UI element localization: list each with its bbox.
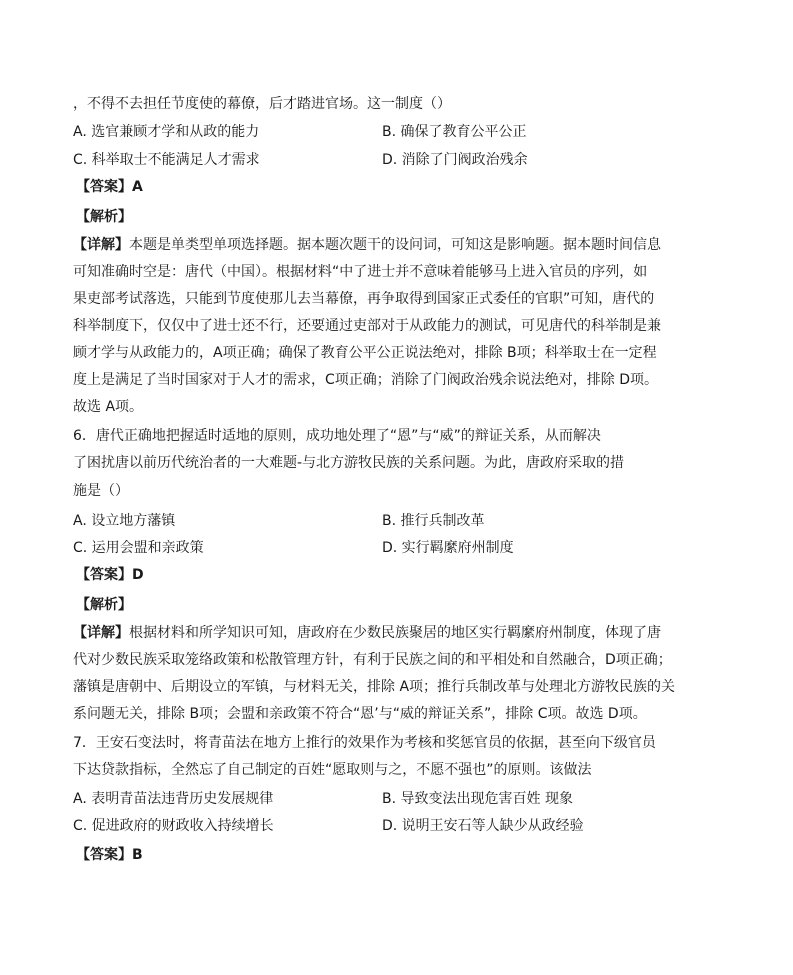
q5-detail-line-1: 【详解】本题是单类型单项选择题。据本题次题干的设问词，可知这是影响题。据本题时间信息 [73, 237, 661, 253]
q5-option-c: C. 科举取士不能满足人才需求 [73, 152, 260, 168]
answer-label: 【答案】 [76, 847, 132, 863]
q5-detail-line-7: 故选 A项。 [73, 399, 144, 415]
q5-detail-line-4: 科举制度下，仅仅中了进士还不行，还要通过吏部对于从政能力的测试，可见唐代的科举制是兼 [73, 318, 661, 334]
q5-detail-line-2: 可知准确时空是：唐代（中国）。根据材料“中了进士并不意味着能够马上进入官员的序列，如 [73, 264, 648, 280]
q5-option-d: D. 消除了门阀政治残余 [382, 152, 528, 168]
q7-answer [76, 845, 143, 865]
q5-stem-tail: ，不得不去担任节度使的幕僚，后才踏进官场。这一制度（） [73, 96, 451, 112]
q7-option-c: C. 促进政府的财政收入持续增长 [73, 818, 274, 834]
q7-stem-line-2: 下达贷款指标，全然忘了自己制定的百姓“愿取则与之，不愿不强也”的原则。该做法 [73, 762, 592, 778]
detail-label: 【详解】 [73, 625, 129, 641]
q5-detail-line-6: 度上是满足了当时国家对于人才的需求，C项正确；消除了门阀政治残余说法绝对，排除 D项。 [73, 372, 659, 388]
detail-label: 【详解】 [73, 237, 129, 253]
q6-detail-line-1: 【详解】根据材料和所学知识可知，唐政府在少数民族聚居的地区实行羁縻府州制度，体现了唐 [73, 625, 661, 641]
q6-option-b: B. 推行兵制改革 [382, 513, 485, 529]
q6-option-a: A. 设立地方藩镇 [73, 513, 176, 529]
q6-answer [76, 565, 144, 585]
q6-analysis-label: 【解析】 [76, 597, 132, 613]
q5-detail-line-3: 果吏部考试落选，只能到节度使那儿去当幕僚，再争取得到国家正式委任的官职”可知，唐代的 [73, 291, 655, 307]
q5-analysis-label: 【解析】 [76, 209, 132, 225]
q7-option-d: D. 说明王安石等人缺少从政经验 [382, 818, 584, 834]
answer-label: 【答案】 [76, 567, 132, 583]
q6-stem-line-2: 了困扰唐以前历代统治者的一大难题-与北方游牧民族的关系问题。为此，唐政府采取的措 [73, 455, 625, 471]
q7-stem-line-1: 7．王安石变法时，将青苗法在地方上推行的效果作为考核和奖惩官员的依据，甚至向下级官员 [73, 735, 656, 751]
q6-option-c: C. 运用会盟和亲政策 [73, 540, 204, 556]
answer-label: 【答案】 [76, 179, 132, 195]
q5-option-a: A. 选官兼顾才学和从政的能力 [73, 124, 260, 140]
q6-detail-line-2: 代对少数民族采取笼络政策和松散管理方针，有利于民族之间的和平相处和自然融合，D项正确； [73, 652, 672, 668]
q6-option-d: D. 实行羁縻府州制度 [382, 540, 514, 556]
q6-stem-line-3: 施是（） [73, 483, 129, 499]
answer-value: A [132, 179, 143, 195]
answer-value: B [132, 847, 143, 863]
q7-option-a: A. 表明青苗法违背历史发展规律 [73, 791, 274, 807]
q6-detail-line-3: 藩镇是唐朝中、后期设立的军镇，与材料无关，排除 A项；推行兵制改革与处理北方游牧民族的关 [73, 679, 676, 695]
q5-option-b: B. 确保了教育公平公正 [382, 124, 527, 140]
q5-answer [76, 177, 143, 197]
q7-option-b: B. 导致变法出现危害百姓 现象 [382, 791, 573, 807]
answer-value: D [132, 567, 144, 583]
q5-detail-line-5: 顾才学与从政能力的，A项正确；确保了教育公平公正说法绝对，排除 B项；科举取士在一定程 [73, 345, 657, 361]
q6-detail-line-4: 系问题无关，排除 B项；会盟和亲政策不符合“恩’与“威的辩证关系”，排除 C项。故选 D项。 [73, 706, 647, 722]
q6-stem-line-1: 6．唐代正确地把握适时适地的原则，成功地处理了“恩”与“威”的辩证关系，从而解决 [73, 428, 601, 444]
